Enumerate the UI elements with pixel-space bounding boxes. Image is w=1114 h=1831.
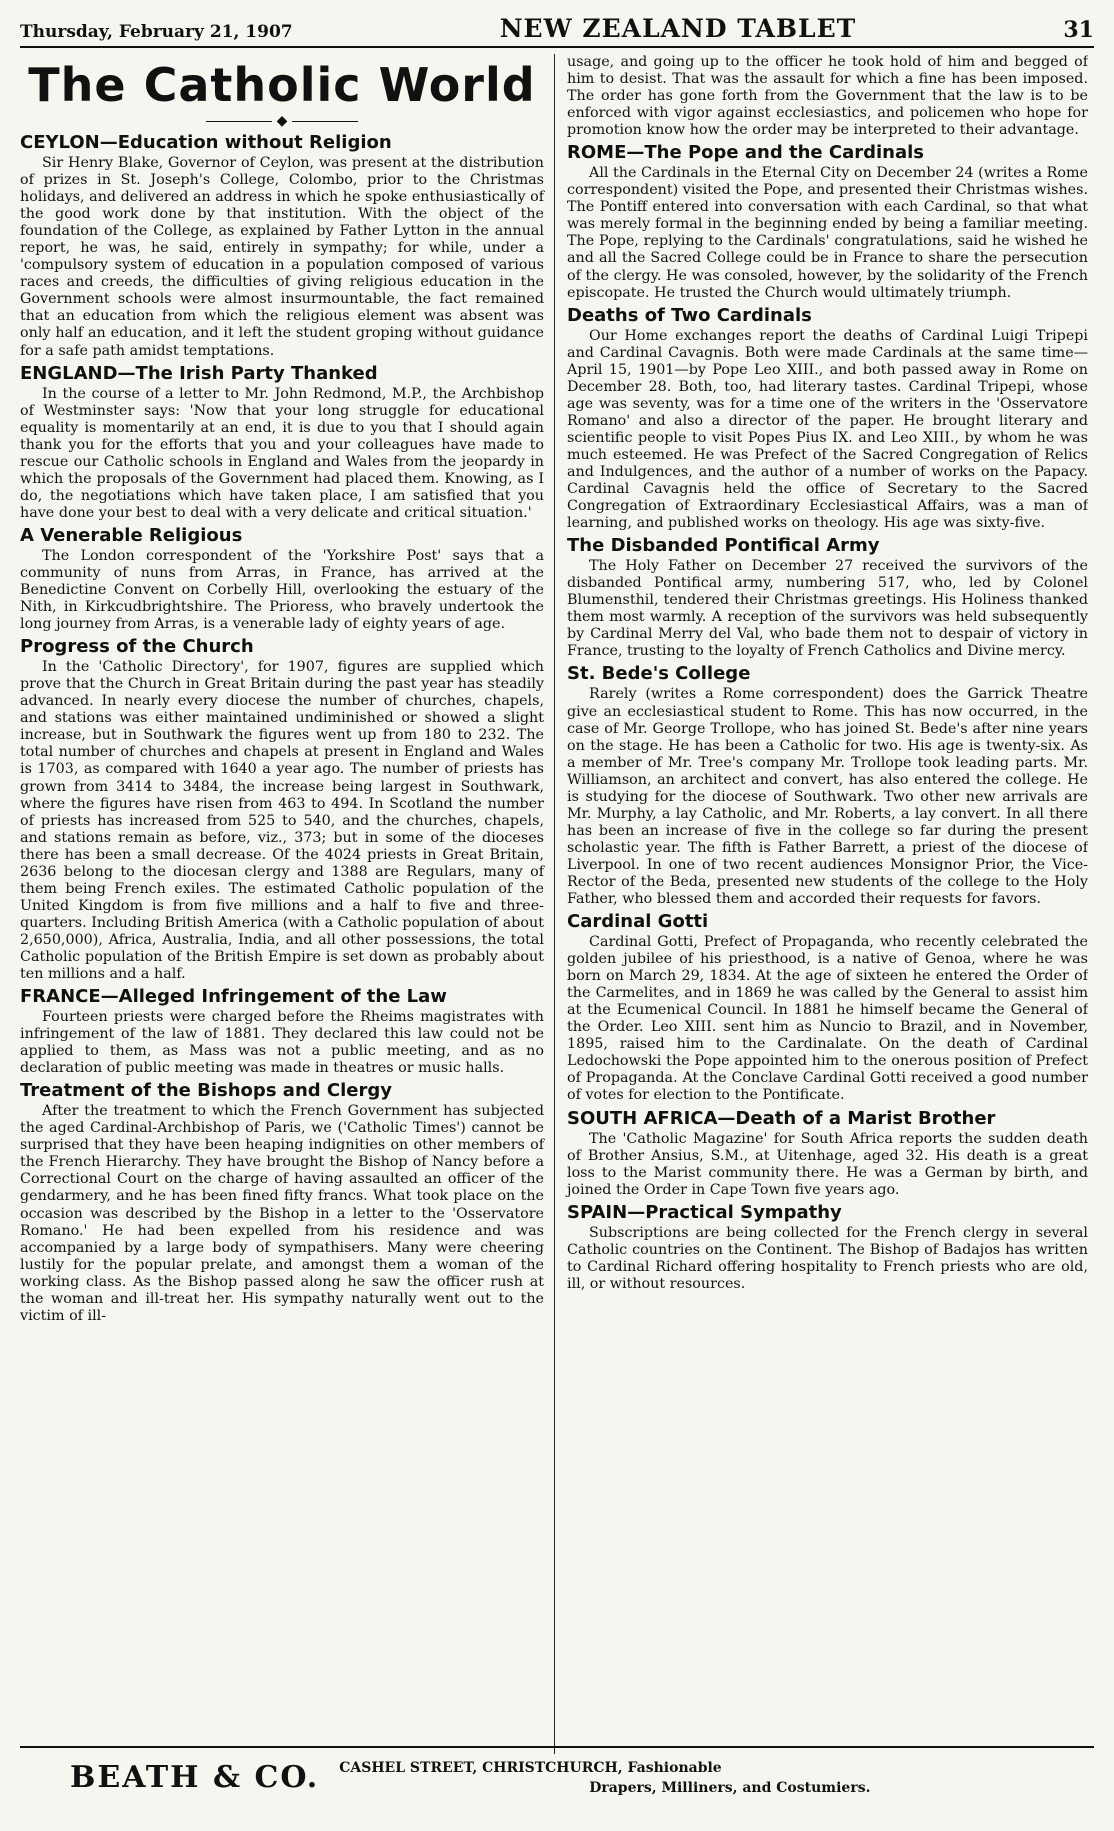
section-heading: ROME—The Pope and the Cardinals [567,142,924,164]
right-column [554,54,1088,1754]
title-ornament: ◆ [20,114,544,128]
masthead [20,0,1094,48]
article-paragraph: All the Cardinals in the Eternal City on December 24 (writes a Rome correspondent) visited the Pope, and presented their Christmas wishes. The Pontiff entered into conversation with each Cardinal, so that what was merely formal in the beginning ended by being a familiar meeting. The Pope, replying to the Cardinals' congratulations, said he wished he and all the Sacred College could be in France to share the persecution of the clergy. He was consoled, however, by the solidarity of the French episcopate. He trusted the Church would ultimately triumph. [567,165,1088,301]
issue-date: Thursday, February 21, 1907 [20,22,293,42]
article-section [20,986,544,1077]
section-heading: Treatment of the Bishops and Clergy [20,1080,392,1102]
article-section [567,305,1088,533]
section-heading: Progress of the Church [20,636,254,658]
article-paragraph: Rarely (writes a Rome correspondent) does the Garrick Theatre give an ecclesiastical student to Rome. This has now occurred, in the case of Mr. George Trollope, who has joined St. Bede's after nine years on the stage. He has been a Catholic for two. His age is twenty-six. As a member of Mr. Tree's company Mr. Trollope took leading parts. Mr. Williamson, an architect and convert, has also entered the college. He is studying for the diocese of Southwark. Two other new arrivals are Mr. Murphy, a lay Catholic, and Mr. Roberts, a lay convert. In all there has been an increase of five in the college so far during the present scholastic year. The fifth is Father Barrett, a priest of the diocese of Liverpool. In one of two recent audiences Monsignor Prior, the Vice-Rector of the Beda, presented new students of the college to the Holy Father, who blessed them and accorded their requests for favors. [567,686,1088,908]
article-paragraph: The 'Catholic Magazine' for South Africa reports the sudden death of Brother Ansius, S.M., at Uitenhage, aged 32. His death is a great loss to the Marist community there. He was a German by birth, and joined the Order in Cape Town five years ago. [567,1130,1088,1198]
article-section [567,54,1088,139]
section-heading: SOUTH AFRICA—Death of a Marist Brother [567,1107,996,1129]
article-section [20,525,544,633]
section-heading: Cardinal Gotti [567,911,709,933]
article-paragraph: After the treatment to which the French Government has subjected the aged Cardinal-Archbishop of Paris, we ('Catholic Times') cannot be surprised that they have been heaping indignities on other members of the French Hierarchy. They have brought the Bishop of Nancy before a Correctional Court on the charge of having assaulted an officer of the gendarmery, and he has been fined fifty francs. What took place on the occasion was described by the Bishop in a letter to the 'Osservatore Romano.' He had been expelled from his residence and was accompanied by a large body of sympathisers. Many were cheering lustily for the popular prelate, and amongst them a woman of the working class. As the Bishop passed along he saw the officer rush at the woman and ill-treat her. His sympathy naturally went out to the victim of ill- [20,1103,544,1324]
section-heading: Deaths of Two Cardinals [567,304,812,326]
section-heading: The Disbanded Pontifical Army [567,535,880,557]
section-heading: St. Bede's College [567,663,751,685]
article-section [567,535,1088,660]
article-paragraph: Fourteen priests were charged before the Rheims magistrates with infringement of the law of 1881. They declared this law could not be applied to them, as Mass was not a public meeting, and as no declaration of public meeting was made in theatres or music halls. [20,1009,544,1077]
advertiser-details [339,1760,870,1796]
newspaper-title: NEW ZEALAND TABLET [499,14,857,43]
article-paragraph: Subscriptions are being collected for the French clergy in several Catholic countries on the Continent. The Bishop of Badajos has written to Cardinal Richard offering hospitality to French priests who are old, ill, or without resources. [567,1224,1088,1292]
article-paragraph: Our Home exchanges report the deaths of Cardinal Luigi Tripepi and Cardinal Cavagnis. Both were made Cardinals at the same time—April 15, 1901—by Pope Leo XIII., and both passed away in Rome on December 28. Both, too, had literary tastes. Cardinal Tripepi, whose age was seventy, was for a time one of the writers in the 'Osservatore Romano' and also a director of the paper. He brought literary and scientific people to visit Popes Pius IX. and Leo XIII., by whom he was much esteemed. He was Prefect of the Sacred Congregation of Relics and Indulgences, and the author of a number of works on the Papacy. Cardinal Cavagnis held the office of Secretary to the Sacred Congregation of Extraordinary Ecclesiastical Affairs, was a man of learning, and published works on theology. His age was sixty-five. [567,327,1088,532]
page-title: The Catholic World [28,58,536,112]
article-paragraph: The Holy Father on December 27 received the survivors of the disbanded Pontifical army, numbering 517, who, led by Colonel Blumensthil, tendered their Christmas greetings. His Holiness thanked them most warmly. A reception of the survivors was held subsequently by Cardinal Merry del Val, who bade them not to despair of victory in France, trusting to the loyalty of French Catholics and Divine mercy. [567,558,1088,660]
advertiser-name: BEATH & CO. [70,1760,320,1795]
article-section [567,663,1088,908]
section-heading: ENGLAND—The Irish Party Thanked [20,362,378,384]
advertiser-address: CASHEL STREET, CHRISTCHURCH, Fashionable [339,1760,722,1776]
advertisement-footer [20,1746,1094,1796]
article-section [567,142,1088,301]
article-section [567,1108,1088,1199]
article-paragraph: The London correspondent of the 'Yorkshire Post' says that a community of nuns from Arras, in France, has arrived at the Benedictine Convent on Corbelly Hill, overlooking the estuary of the Nith, in Kirkcudbrightshire. The Prioress, who bravely undertook the long journey from Arras, is a venerable lady of eighty years of age. [20,547,544,633]
section-heading: CEYLON—Education without Religion [20,132,392,153]
article-paragraph: In the course of a letter to Mr. John Redmond, M.P., the Archbishop of Westminster says: 'Now that your long struggle for educational equality is momentarily at an end, it is due to you that I should again thank you for the efforts that you and your colleagues have made to rescue our Catholic schools in England and Wales from the jeopardy in which the proposals of the Government had placed them. Knowing, as I do, the negotiations which have taken place, I am satisfied that you have done your best to deal with a very delicate and critical situation.' [20,385,544,521]
section-heading: A Venerable Religious [20,524,243,546]
article-section [567,911,1088,1104]
section-heading: FRANCE—Alleged Infringement of the Law [20,986,447,1008]
article-section [20,363,544,522]
article-section [20,132,544,360]
left-column [20,54,554,1754]
article-paragraph: Cardinal Gotti, Prefect of Propaganda, who recently celebrated the golden jubilee of his priesthood, is a native of Genoa, where he was born on March 29, 1834. At the age of sixteen he entered the Order of the Carmelites, and in 1869 he was called by the General to assist him at the Ecumenical Council. In 1881 he himself became the General of the Order. Leo XIII. sent him as Nuncio to Brazil, and in November, 1895, raised him to the Cardinalate. On the death of Cardinal Ledochowski the Pope appointed him to the onerous position of Prefect of Propaganda. At the Conclave Cardinal Gotti received a good number of votes for election to the Pontificate. [567,934,1088,1104]
article-section [567,1202,1088,1293]
advertiser-description: Drapers, Milliners, and Costumiers. [589,1780,871,1796]
article-paragraph: usage, and going up to the officer he took hold of him and begged of him to desist. That was the assault for which a fine has been imposed. The order has gone forth from the Government that the law is to be enforced with vigor against ecclesiastics, and policemen who hope for promotion know how the order may be interpreted to their advantage. [567,54,1088,139]
section-heading: SPAIN—Practical Sympathy [567,1201,842,1223]
page-number: 31 [1063,17,1094,43]
article-section [20,636,544,983]
article-section [20,1080,544,1325]
article-paragraph: In the 'Catholic Directory', for 1907, figures are supplied which prove that the Church in Great Britain during the past year has steadily advanced. In nearly every diocese the number of churches, chapels, and stations was either maintained undiminished or showed a slight increase, but in Southwark the figures went up from 180 to 232. The total number of churches and chapels at present in England and Wales is 1703, as compared with 1640 a year ago. The number of priests has grown from 3414 to 3484, the increase being largest in Southwark, where the figures have risen from 463 to 494. In Scotland the number of priests has increased from 525 to 540, and the churches, chapels, and stations remain as before, viz., 373; but in some of the dioceses there has been a small decrease. Of the 4024 priests in Great Britain, 2636 belong to the diocesan clergy and 1388 are Regulars, many of them being French exiles. The estimated Catholic population of the United Kingdom is from five millions and a half to five and three-quarters. Including British America (with a Catholic population of about 2,650,000), Africa, Australia, India, and all other possessions, the total Catholic population of the British Empire is set down as probably about ten millions and a half. [20,659,544,983]
article-columns [20,54,1094,1754]
article-paragraph: Sir Henry Blake, Governor of Ceylon, was present at the distribution of prizes in St. Joseph's College, Colombo, prior to the Christmas holidays, and delivered an address in which he spoke enthusiastically of the good work done by that institution. With the object of the foundation of the College, as explained by Father Lytton in the annual report, he was, he said, entirely in sympathy; for while, under a 'compulsory system of education in a population composed of various races and creeds, the difficulties of giving religious education in the Government schools were almost insurmountable, the fact remained that an education from which the religious element was absent was only half an education, and it left the student groping without guidance for a safe path amidst temptations. [20,155,544,359]
